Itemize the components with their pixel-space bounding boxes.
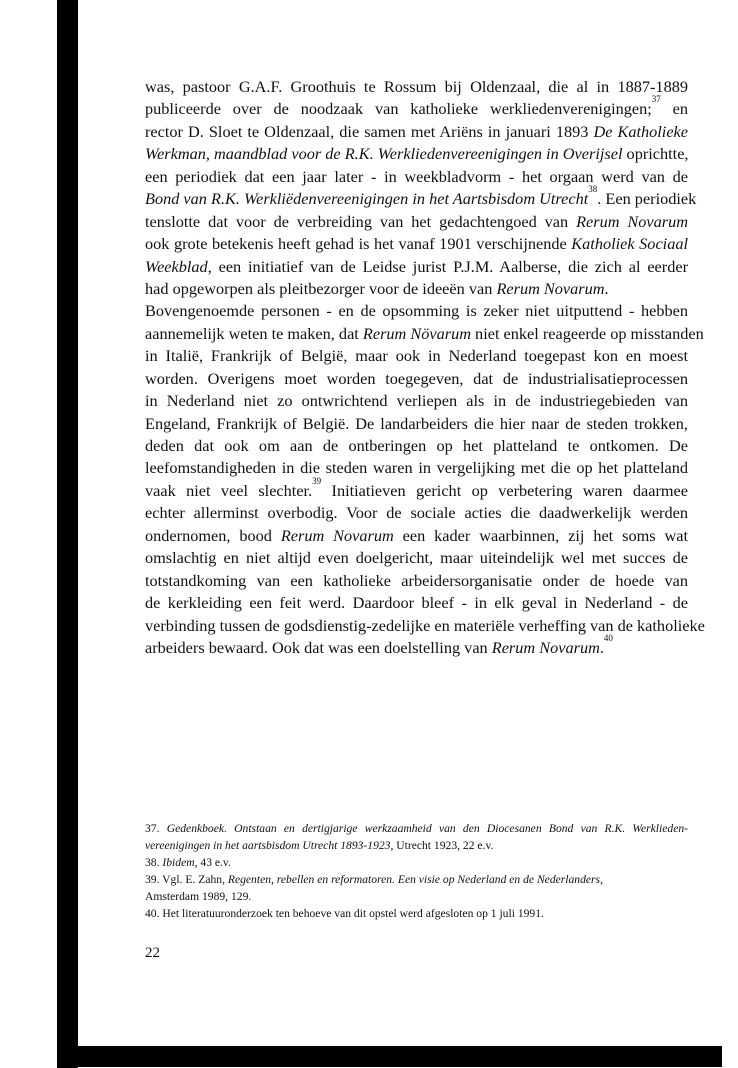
text-line <box>145 94 688 120</box>
text-line <box>145 413 688 435</box>
text-line <box>145 345 688 367</box>
text-segment: , een initiatief van de Leidse jurist P.J.M. Aalberse, die zich al eerder <box>207 256 688 276</box>
text-line <box>145 905 688 922</box>
text-segment: 40. Het literatuuronderzoek ten behoeve van dit opstel werd afgesloten op 1 juli 1991. <box>145 907 544 920</box>
scan-border-bottom <box>57 1046 722 1067</box>
text-line <box>145 76 688 98</box>
text-segment: echter allerminst overbodig. Voor de sociale acties die daadwerkelijk werden <box>145 503 688 523</box>
text-segment: . <box>604 278 609 298</box>
text-line <box>145 278 688 300</box>
text-line <box>145 166 688 188</box>
text-segment: Bovengenoemde personen - en de opsomming is zeker niet uitputtend - hebben <box>145 301 688 321</box>
text-segment: Engeland, Frankrijk of België. De landarbeiders die hier naar de steden trokken, <box>145 413 688 433</box>
text-line <box>145 570 688 592</box>
text-line <box>145 457 688 479</box>
italic-text: Rerum Novarum <box>496 278 605 298</box>
text-segment: en <box>660 99 688 119</box>
text-segment: rector D. Sloet te Oldenzaal, die samen met Ariëns in januari 1893 <box>145 121 594 141</box>
body-text <box>145 76 705 659</box>
text-segment: de kerkleiding een feit werd. Daardoor bleef - in elk geval in Nederland - de <box>145 593 688 613</box>
text-segment: publiceerde over de noodzaak van katholieke werkliedenverenigingen; <box>145 99 652 119</box>
italic-text: Weekblad <box>145 256 208 276</box>
scan-border-left <box>57 0 78 1068</box>
text-segment: 37. <box>145 822 167 835</box>
text-segment: , 43 e.v. <box>194 856 231 869</box>
text-line <box>145 435 688 457</box>
text-line <box>145 547 688 569</box>
italic-text: Gedenkboek. Ontstaan en dertigjarige werkzaamheid van den Diocesanen Bond van R.K. Werklieden- <box>166 822 688 835</box>
text-segment: in Nederland niet zo ontwrichtend verliepen als in de industriegebieden van <box>145 391 688 411</box>
italic-text: Rerum Novarum <box>280 525 394 545</box>
text-line <box>145 390 688 412</box>
text-segment: . Een periodiek <box>597 189 697 209</box>
text-line <box>145 323 704 345</box>
footnote-reference: 37 <box>651 94 661 105</box>
text-segment: . <box>599 637 604 657</box>
text-line <box>145 592 688 614</box>
text-segment: 39. Vgl. E. Zahn, <box>145 873 228 886</box>
text-segment: ook grote betekenis heeft gehad is het vanaf 1901 verschijnende <box>145 234 572 254</box>
text-line <box>145 888 688 905</box>
text-segment: , Utrecht 1923, 22 e.v. <box>390 839 494 852</box>
italic-text: Katholiek Sociaal <box>571 234 689 254</box>
text-line <box>145 502 688 524</box>
text-line <box>145 233 688 255</box>
text-segment: arbeiders bewaard. Ook dat was een doelstelling van <box>145 637 492 657</box>
text-segment: een periodiek dat een jaar later - in weekbladvorm - het orgaan werd van de <box>145 166 688 186</box>
text-segment: in Italië, Frankrijk of België, maar ook in Nederland toegepast kon en moest <box>145 346 688 366</box>
text-segment: Amsterdam 1989, 129. <box>145 890 252 903</box>
text-line <box>145 871 688 888</box>
italic-text: De Katholieke <box>593 121 688 141</box>
italic-text: Bond van R.K. Werkliëdenvereenigingen in het Aartsbisdom Utrecht <box>145 189 589 209</box>
text-segment: Initiatieven gericht op verbetering waren daarmee <box>321 480 688 500</box>
text-segment: 38. <box>145 856 163 869</box>
text-line <box>145 837 688 854</box>
italic-text: Rerum Novarum <box>576 211 688 231</box>
footnotes <box>145 820 688 922</box>
italic-text: Rerum Növarum <box>362 323 471 343</box>
text-line <box>145 184 697 210</box>
text-line <box>145 300 688 322</box>
text-segment: , <box>600 873 603 886</box>
italic-text: Ibidem <box>162 856 195 869</box>
text-segment: niet enkel reageerde op misstanden <box>470 323 704 343</box>
text-segment: een kader waarbinnen, zij het soms wat <box>393 525 689 545</box>
footnote-reference: 39 <box>312 475 322 486</box>
text-segment: omslachtig en niet altijd even doelgericht, maar uiteindelijk wel met succes de <box>145 548 688 568</box>
text-line <box>145 854 688 871</box>
text-segment: deden dat ook om aan de ontberingen op het platteland te ontkomen. De <box>145 436 688 455</box>
text-line <box>145 121 688 143</box>
text-segment: verbinding tussen de godsdienstig-zedelijke en materiële verheffing van de katholieke <box>145 615 705 635</box>
text-segment: had opgeworpen als pleitbezorger voor de ideeën van <box>145 278 497 298</box>
text-line <box>145 820 688 837</box>
page-number: 22 <box>145 945 160 961</box>
text-line <box>145 475 688 502</box>
text-segment: totstandkoming van een katholieke arbeidersorganisatie onder de hoede van <box>145 570 688 590</box>
italic-text: vereenigingen in het aartsbisdom Utrecht 1893-1923 <box>145 839 391 852</box>
text-line <box>145 143 688 165</box>
text-segment: worden. Overigens moet worden toegegeven, dat de industrialisatieprocessen <box>145 368 688 388</box>
text-line <box>145 211 688 233</box>
text-line <box>145 525 688 547</box>
text-line <box>145 256 688 278</box>
text-segment: ondernomen, bood <box>145 525 281 545</box>
text-line <box>145 632 688 659</box>
text-segment: leefomstandigheden in die steden waren in vergelijking met die op het platteland <box>145 458 688 478</box>
italic-text: Rerum Novarum <box>491 637 600 657</box>
text-segment: aannemelijk weten te maken, dat <box>145 323 363 343</box>
text-segment: vaak niet veel slechter. <box>145 480 313 500</box>
italic-text: Regenten, rebellen en reformatoren. Een visie op Nederland en de Nederlanders <box>227 873 601 886</box>
text-line <box>145 368 688 390</box>
text-segment: tenslotte dat voor de verbreiding van het gedachtengoed van <box>145 211 577 231</box>
italic-text: Werkman, maandblad voor de R.K. Werkliedenvereenigingen in Overijsel <box>145 144 623 164</box>
text-segment: oprichtte, <box>622 144 689 164</box>
text-segment: was, pastoor G.A.F. Groothuis te Rossum bij Oldenzaal, die al in 1887-1889 <box>145 77 688 96</box>
footnote-reference: 38 <box>588 184 598 195</box>
footnote-reference: 40 <box>603 632 613 643</box>
